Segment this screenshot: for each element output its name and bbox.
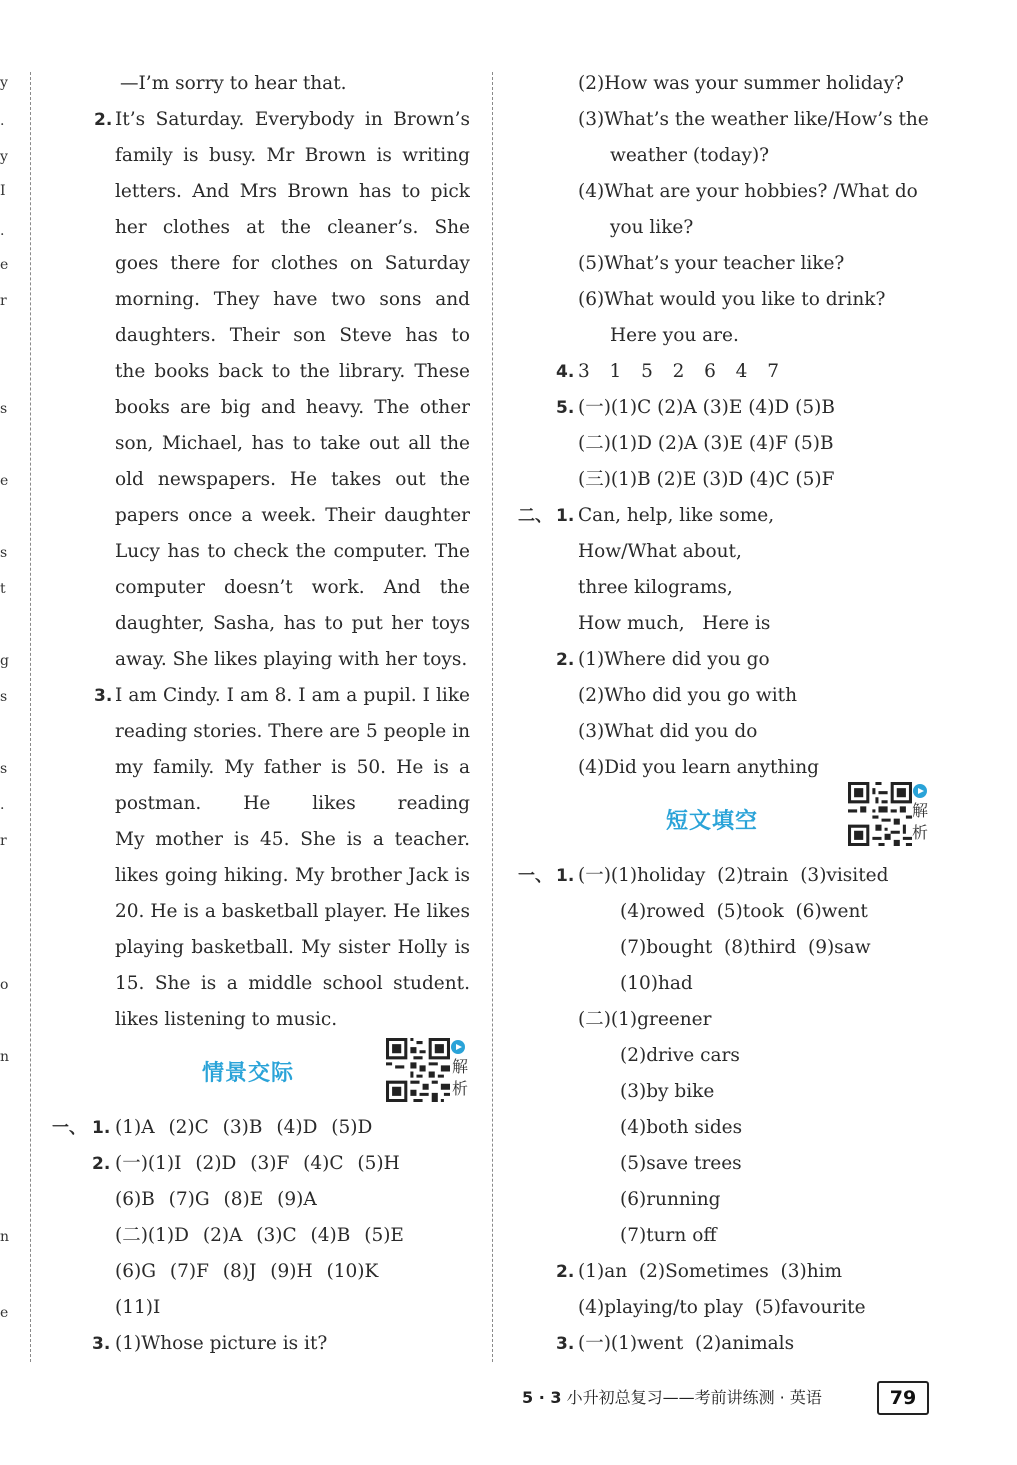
passage-line: son, Michael, has to take out all the [115,433,470,454]
answer-line: (1)A (2)C (3)B (4)D (5)D [115,1117,373,1138]
intro-line: —I’m sorry to hear that. [120,73,347,94]
answer-line: (3)What’s the weather like/How’s the [578,109,929,130]
right-q5 [518,390,948,498]
left-q3 [52,678,470,1038]
answer-line: (2)Who did you go with [578,685,797,706]
qr-code-icon[interactable] [848,782,912,846]
answer-line: (10)had [620,973,693,994]
passage-line: likes going hiking. My brother Jack is [115,865,470,886]
passage-line: My mother is 45. She is a teacher. [115,829,470,850]
question-number: 2. [92,1154,111,1174]
edge-letter: r [0,833,7,849]
answer-line: (4)What are your hobbies? /What do [578,181,918,202]
answer-line: (4)playing/to play (5)favourite [578,1297,866,1318]
answer-line: (三)(1)B (2)E (3)D (4)C (5)F [578,469,835,490]
edge-letter: s [0,761,8,777]
passage-line: the books back to the library. These [115,361,470,382]
part-marker: 一、 [518,866,552,886]
passage-line: postman. He likes reading [115,793,470,814]
answer-line: (7)turn off [620,1225,717,1246]
center-dashed-line [492,72,493,1362]
edge-letter: e [0,473,9,489]
answer-line: (5)save trees [620,1153,742,1174]
left-column [52,66,470,1362]
edge-letter: e [0,1305,9,1321]
edge-letter: . [0,797,5,813]
edge-letter: s [0,545,8,561]
answer-line: (5)What’s your teacher like? [578,253,845,274]
section-heading-duanwen [518,786,948,858]
play-icon [913,784,927,798]
answer-line: (二)(1)D (2)A (3)E (4)F (5)B [578,433,834,454]
passage-line: old newspapers. He takes out the [115,469,470,490]
passage-line: computer doesn’t work. And the [115,577,470,598]
passage-line: 15. She is a middle school student. [115,973,470,994]
answer-line: three kilograms, [578,577,733,598]
answer-line: (一)(1)holiday (2)train (3)visited [578,865,889,886]
edge-letter: . [0,113,5,129]
section-title: 情景交际 [202,1061,295,1086]
answer-line: (6)G (7)F (8)J (9)H (10)K [115,1261,379,1282]
question-number: 1. [92,1118,111,1138]
answer-line: (4)both sides [620,1117,743,1138]
passage-line: goes there for clothes on Saturday [115,253,470,274]
right-q4 [518,354,948,390]
edge-letter: s [0,401,8,417]
edge-letter: g [0,653,9,669]
right-part-2 [518,498,948,786]
edge-letter: . [0,223,5,239]
question-number: 1. [556,506,575,526]
answer-line: Can, help, like some, [578,505,775,526]
footer-text: 小升初总复习——考前讲练测 · 英语 [561,1388,822,1407]
answer-line: (4)Did you learn anything [578,757,820,778]
answer-line: (3)by bike [620,1081,715,1102]
answer-line: (二)(1)D (2)A (3)C (4)B (5)E [115,1225,404,1246]
answer-line: (一)(1)C (2)A (3)E (4)D (5)B [578,397,835,418]
edge-letter: n [0,1049,10,1065]
question-number: 2. [556,650,575,670]
footer-brand: 5 · 3 [522,1388,562,1407]
question-number: 4. [556,362,575,382]
left-q2 [52,102,470,678]
passage-line: letters. And Mrs Brown has to pick [115,181,470,202]
answer-line: (1)Where did you go [578,649,770,670]
qr-code-icon[interactable] [386,1038,450,1102]
section-heading-qingjing [52,1038,470,1110]
passage-line: daughters. Their son Steve has to [115,325,470,346]
qr-label: 解析 [912,801,929,842]
question-number: 2. [556,1262,575,1282]
passage-line: books are big and heavy. The other [115,397,470,418]
answer-line: (1)Whose picture is it? [115,1333,328,1354]
answer-line: (一)(1)went (2)animals [578,1333,795,1354]
passage-line: playing basketball. My sister Holly is [115,937,470,958]
edge-letter: r [0,293,7,309]
duanwen-part-1 [518,858,948,1362]
answer-line: (6)What would you like to drink? [578,289,886,310]
answer-line: Here you are. [610,325,739,346]
passage-line: papers once a week. Their daughter [115,505,470,526]
answer-line: (7)bought (8)third (9)saw [620,937,871,958]
answer-line: weather (today)? [610,145,770,166]
page-number: 79 [877,1381,929,1415]
question-number: 3. [92,1334,111,1354]
question-number: 3. [94,686,113,706]
answer-line: you like? [610,217,694,238]
passage-line: family is busy. Mr Brown is writing [115,145,470,166]
answer-line: (3)What did you do [578,721,758,742]
answer-line: (一)(1)I (2)D (3)F (4)C (5)H [115,1153,400,1174]
page-footer [522,1382,822,1414]
answer-line: (1)an (2)Sometimes (3)him [578,1261,843,1282]
right-column [518,66,948,1362]
passage-line: reading stories. There are 5 people in [115,721,470,742]
section-title: 短文填空 [666,809,759,834]
edge-letter: s [0,689,8,705]
answer-line: (二)(1)greener [578,1009,712,1030]
edge-letter: y [0,75,8,91]
passage-line: morning. They have two sons and [115,289,470,310]
play-icon [451,1040,465,1054]
passage-line: her clothes at the cleaner’s. She [115,217,470,238]
question-number: 3. [556,1334,575,1354]
part-marker: 一、 [52,1118,86,1138]
answer-line: (6)B (7)G (8)E (9)A [115,1189,317,1210]
passage-line: It’s Saturday. Everybody in Brown’s [115,109,470,130]
answer-line: How/What about, [578,541,742,562]
question-number: 5. [556,398,575,418]
edge-letter: e [0,257,9,273]
passage-line: away. She likes playing with her toys. [115,649,468,670]
passage-line: daughter, Sasha, has to put her toys [115,613,470,634]
edge-letter: t [0,581,6,597]
answer-line: (6)running [620,1189,721,1210]
qr-label: 解析 [452,1057,469,1098]
edge-letter: I [0,183,6,199]
edge-letter: y [0,149,8,165]
passage-line: I am Cindy. I am 8. I am a pupil. I like [115,685,470,706]
question-number: 2. [94,110,113,130]
left-margin-dashed-line [30,72,31,1362]
passage-line: 20. He is a basketball player. He likes [115,901,470,922]
answer-line: 3 1 5 2 6 4 7 [578,361,779,382]
answer-line: (2)How was your summer holiday? [578,73,904,94]
passage-line: likes listening to music. [115,1009,338,1030]
edge-letter: o [0,977,9,993]
answer-line: (11)I [115,1297,161,1318]
answer-line: How much, Here is [578,613,771,634]
qingjing-part-1 [52,1110,470,1362]
answer-line: (2)drive cars [620,1045,740,1066]
part-marker: 二、 [518,506,552,526]
question-number: 1. [556,866,575,886]
passage-line: Lucy has to check the computer. The [115,541,470,562]
passage-line: my family. My father is 50. He is a [115,757,470,778]
answer-line: (4)rowed (5)took (6)went [620,901,868,922]
edge-letter: n [0,1229,10,1245]
